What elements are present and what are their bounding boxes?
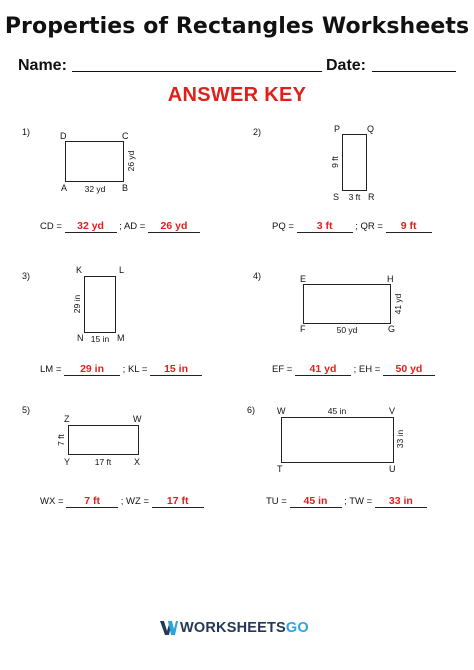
vertex-label: H: [387, 274, 394, 284]
rectangle-figure: [68, 425, 139, 455]
side-length-label: 26 yd: [126, 150, 136, 172]
answer-blank[interactable]: 9 ft: [386, 220, 432, 233]
problem-number: 2): [253, 127, 262, 137]
answer-blank[interactable]: 50 yd: [383, 363, 435, 376]
side-length-label: 7 ft: [56, 434, 66, 446]
question-label: CD =: [40, 221, 62, 232]
vertex-label: R: [368, 192, 375, 202]
answer-blank[interactable]: 33 in: [375, 495, 427, 508]
rectangle-figure: [84, 276, 116, 333]
answer-blank[interactable]: 41 yd: [295, 363, 351, 376]
vertex-label: K: [76, 265, 83, 275]
problem-number: 5): [22, 405, 31, 415]
question-label: ; QR =: [355, 221, 383, 232]
answer-blank[interactable]: 26 yd: [148, 220, 200, 233]
side-length-label: 15 in: [90, 334, 110, 344]
side-length-label: 45 in: [327, 406, 347, 416]
vertex-label: A: [61, 183, 68, 193]
answer-blank[interactable]: 45 in: [290, 495, 342, 508]
vertex-label: U: [389, 464, 396, 474]
answer-row: [272, 363, 435, 376]
vertex-label: B: [122, 183, 129, 193]
answer-key-heading: ANSWER KEY: [167, 84, 307, 106]
name-label: Name:: [18, 57, 67, 74]
vertex-label: W: [133, 414, 142, 424]
question-label: ; KL =: [122, 364, 148, 375]
answer-blank[interactable]: 29 in: [64, 363, 120, 376]
problem-number: 6): [247, 405, 256, 415]
answer-blank[interactable]: 7 ft: [66, 495, 118, 508]
answer-row: [40, 363, 202, 376]
vertex-label: E: [300, 274, 307, 284]
answer-blank[interactable]: 17 ft: [152, 495, 204, 508]
vertex-label: F: [300, 324, 306, 334]
problem-number: 4): [253, 271, 262, 281]
vertex-label: P: [334, 124, 341, 134]
rectangle-figure: [342, 134, 367, 191]
answer-blank[interactable]: 15 in: [150, 363, 202, 376]
side-length-label: 33 in: [395, 429, 405, 449]
vertex-label: C: [122, 131, 129, 141]
vertex-label: V: [389, 406, 396, 416]
question-label: ; WZ =: [120, 496, 150, 507]
vertex-label: G: [388, 324, 396, 334]
answer-row: [266, 495, 427, 508]
worksheetsgo-logo-icon: [160, 620, 178, 636]
vertex-label: D: [60, 131, 67, 141]
vertex-label: N: [77, 333, 84, 343]
footer-logo: [180, 620, 309, 636]
question-label: ; TW =: [344, 496, 373, 507]
vertex-label: S: [333, 192, 340, 202]
rectangle-figure: [281, 417, 394, 463]
rectangle-figure: [65, 141, 124, 182]
answer-blank[interactable]: 3 ft: [297, 220, 353, 233]
question-label: TU =: [266, 496, 287, 507]
logo-text-worksheets: WORKSHEETS: [180, 620, 286, 636]
vertex-label: Q: [367, 124, 375, 134]
problem-number: 1): [22, 127, 31, 137]
rectangle-figure: [303, 284, 391, 324]
answer-blank[interactable]: 32 yd: [65, 220, 117, 233]
question-label: ; EH =: [353, 364, 381, 375]
date-field[interactable]: [372, 71, 456, 72]
question-label: LM =: [40, 364, 62, 375]
vertex-label: W: [277, 406, 286, 416]
question-label: WX =: [40, 496, 64, 507]
side-length-label: 9 ft: [330, 156, 340, 168]
vertex-label: T: [277, 464, 283, 474]
logo-text-go: GO: [285, 620, 309, 636]
answer-row: [40, 495, 204, 508]
answer-row: [40, 220, 200, 233]
vertex-label: L: [119, 265, 125, 275]
side-length-label: 29 in: [72, 294, 82, 314]
vertex-label: X: [134, 457, 141, 467]
side-length-label: 3 ft: [348, 192, 361, 202]
side-length-label: 41 yd: [393, 293, 403, 315]
question-label: EF =: [272, 364, 293, 375]
name-field[interactable]: [72, 71, 322, 72]
question-label: PQ =: [272, 221, 294, 232]
side-length-label: 50 yd: [336, 325, 358, 335]
vertex-label: M: [117, 333, 125, 343]
problem-number: 3): [22, 271, 31, 281]
side-length-label: 17 ft: [94, 457, 112, 467]
page-title: Properties of Rectangles Worksheets: [4, 14, 470, 39]
answer-row: [272, 220, 432, 233]
vertex-label: Y: [64, 457, 71, 467]
date-label: Date:: [326, 57, 367, 74]
vertex-label: Z: [64, 414, 70, 424]
question-label: ; AD =: [119, 221, 146, 232]
side-length-label: 32 yd: [84, 184, 106, 194]
